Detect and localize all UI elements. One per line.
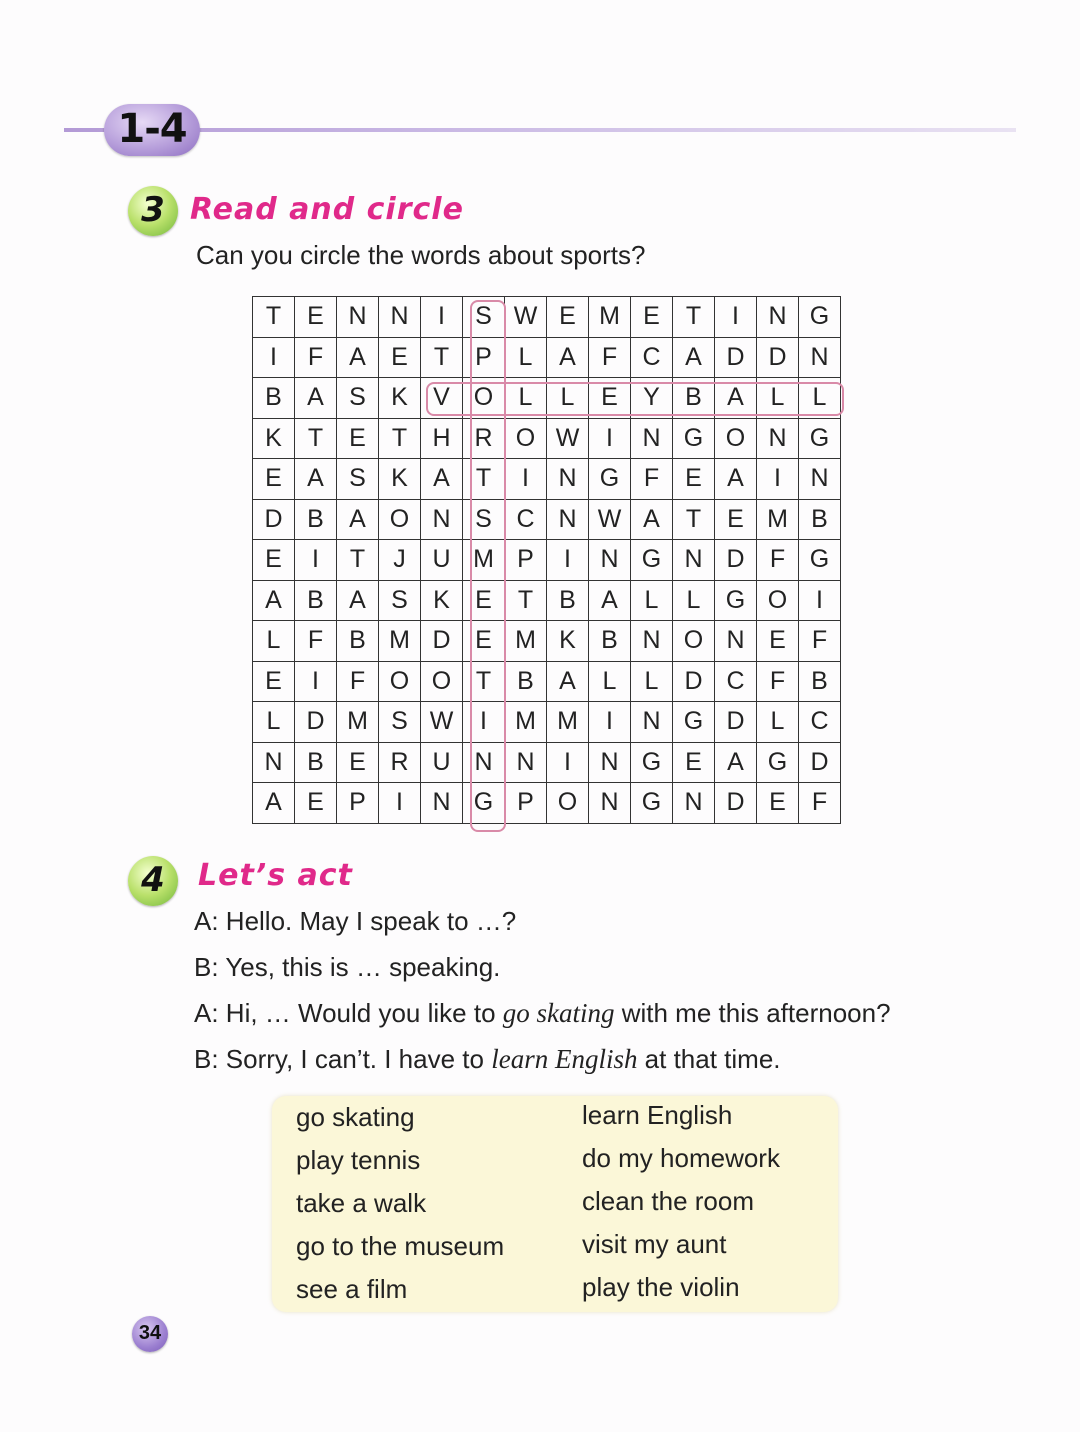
grid-cell: M bbox=[505, 621, 547, 662]
dialogue-line-1: A: Hello. May I speak to …? bbox=[194, 906, 517, 936]
grid-cell: N bbox=[715, 621, 757, 662]
grid-cell: N bbox=[673, 540, 715, 581]
grid-cell: B bbox=[295, 499, 337, 540]
grid-cell: N bbox=[631, 418, 673, 459]
grid-cell: N bbox=[799, 337, 841, 378]
grid-cell: I bbox=[463, 702, 505, 743]
grid-cell: L bbox=[673, 580, 715, 621]
grid-cell: O bbox=[757, 580, 799, 621]
grid-cell: K bbox=[379, 459, 421, 500]
grid-cell: C bbox=[799, 702, 841, 743]
grid-cell: W bbox=[505, 297, 547, 338]
grid-cell: E bbox=[631, 297, 673, 338]
phrase-left-3: take a walk bbox=[296, 1188, 427, 1218]
grid-cell: G bbox=[799, 540, 841, 581]
grid-cell: T bbox=[421, 337, 463, 378]
grid-cell: B bbox=[799, 661, 841, 702]
grid-cell: E bbox=[337, 742, 379, 783]
grid-cell: F bbox=[631, 459, 673, 500]
grid-cell: T bbox=[337, 540, 379, 581]
unit-label: 1-4 bbox=[117, 106, 187, 152]
dialogue-line-3-start: A: Hi, … Would you like to bbox=[194, 998, 503, 1028]
grid-cell: N bbox=[547, 459, 589, 500]
grid-cell: N bbox=[757, 418, 799, 459]
grid-cell: D bbox=[421, 621, 463, 662]
grid-cell: I bbox=[547, 742, 589, 783]
grid-row bbox=[253, 418, 841, 459]
grid-cell: N bbox=[589, 783, 631, 824]
grid-cell: G bbox=[463, 783, 505, 824]
grid-row bbox=[253, 742, 841, 783]
grid-cell: R bbox=[379, 742, 421, 783]
grid-cell: I bbox=[757, 459, 799, 500]
grid-row bbox=[253, 297, 841, 338]
grid-cell: R bbox=[463, 418, 505, 459]
dialogue-line-4-end: at that time. bbox=[637, 1044, 781, 1074]
grid-cell: T bbox=[295, 418, 337, 459]
grid-cell: G bbox=[673, 702, 715, 743]
grid-cell: B bbox=[295, 580, 337, 621]
grid-cell: E bbox=[295, 783, 337, 824]
grid-row bbox=[253, 621, 841, 662]
grid-cell: O bbox=[379, 499, 421, 540]
grid-cell: A bbox=[337, 499, 379, 540]
grid-cell: O bbox=[421, 661, 463, 702]
dialogue-line-3-activity: go skating bbox=[502, 998, 615, 1028]
grid-cell: N bbox=[421, 499, 463, 540]
grid-cell: D bbox=[253, 499, 295, 540]
grid-cell: E bbox=[337, 418, 379, 459]
section-4-badge bbox=[128, 856, 178, 906]
grid-cell: E bbox=[757, 783, 799, 824]
grid-cell: G bbox=[631, 540, 673, 581]
grid-cell: G bbox=[715, 580, 757, 621]
unit-header-bar bbox=[64, 128, 1016, 132]
grid-cell: A bbox=[673, 337, 715, 378]
grid-cell: K bbox=[253, 418, 295, 459]
grid-cell: L bbox=[505, 378, 547, 419]
grid-cell: A bbox=[421, 459, 463, 500]
grid-cell: F bbox=[295, 337, 337, 378]
grid-cell: E bbox=[253, 459, 295, 500]
grid-cell: M bbox=[547, 702, 589, 743]
grid-cell: D bbox=[673, 661, 715, 702]
phrase-right-3: clean the room bbox=[582, 1186, 754, 1216]
phrase-right-1: learn English bbox=[582, 1100, 733, 1130]
grid-cell: N bbox=[631, 621, 673, 662]
page-number-badge bbox=[132, 1316, 168, 1352]
grid-cell: L bbox=[757, 702, 799, 743]
grid-cell: U bbox=[421, 540, 463, 581]
grid-cell: D bbox=[715, 337, 757, 378]
grid-cell: I bbox=[547, 540, 589, 581]
grid-cell: L bbox=[547, 378, 589, 419]
grid-cell: L bbox=[631, 661, 673, 702]
grid-cell: O bbox=[673, 621, 715, 662]
grid-cell: B bbox=[505, 661, 547, 702]
grid-cell: S bbox=[337, 459, 379, 500]
grid-cell: I bbox=[715, 297, 757, 338]
grid-cell: G bbox=[799, 418, 841, 459]
grid-cell: D bbox=[715, 783, 757, 824]
grid-cell: F bbox=[757, 540, 799, 581]
grid-cell: T bbox=[253, 297, 295, 338]
grid-cell: J bbox=[379, 540, 421, 581]
grid-cell: I bbox=[799, 580, 841, 621]
grid-cell: C bbox=[715, 661, 757, 702]
grid-cell: O bbox=[379, 661, 421, 702]
grid-cell: I bbox=[253, 337, 295, 378]
grid-cell: D bbox=[295, 702, 337, 743]
dialogue-line-3-end: with me this afternoon? bbox=[614, 998, 891, 1028]
grid-cell: B bbox=[337, 621, 379, 662]
grid-row bbox=[253, 580, 841, 621]
grid-cell: L bbox=[505, 337, 547, 378]
grid-cell: A bbox=[253, 580, 295, 621]
grid-cell: N bbox=[631, 702, 673, 743]
grid-cell: S bbox=[379, 702, 421, 743]
grid-cell: E bbox=[673, 742, 715, 783]
grid-cell: T bbox=[505, 580, 547, 621]
grid-cell: E bbox=[673, 459, 715, 500]
grid-cell: C bbox=[505, 499, 547, 540]
grid-cell: B bbox=[295, 742, 337, 783]
dialogue-line-3 bbox=[194, 998, 891, 1029]
grid-cell: W bbox=[547, 418, 589, 459]
grid-cell: N bbox=[421, 783, 463, 824]
grid-cell: V bbox=[421, 378, 463, 419]
grid-cell: W bbox=[421, 702, 463, 743]
grid-cell: F bbox=[799, 783, 841, 824]
grid-cell: I bbox=[295, 540, 337, 581]
grid-cell: A bbox=[337, 580, 379, 621]
grid-cell: B bbox=[799, 499, 841, 540]
grid-cell: M bbox=[379, 621, 421, 662]
grid-cell: M bbox=[505, 702, 547, 743]
grid-cell: F bbox=[757, 661, 799, 702]
grid-cell: N bbox=[589, 742, 631, 783]
grid-cell: N bbox=[547, 499, 589, 540]
grid-cell: E bbox=[589, 378, 631, 419]
grid-cell: A bbox=[337, 337, 379, 378]
grid-cell: G bbox=[757, 742, 799, 783]
phrase-right-5: play the violin bbox=[582, 1272, 740, 1302]
grid-cell: G bbox=[673, 418, 715, 459]
grid-cell: N bbox=[673, 783, 715, 824]
unit-badge bbox=[104, 104, 200, 156]
grid-cell: B bbox=[547, 580, 589, 621]
grid-cell: O bbox=[505, 418, 547, 459]
grid-cell: S bbox=[463, 499, 505, 540]
phrase-left-5: see a film bbox=[296, 1274, 408, 1304]
grid-cell: E bbox=[463, 621, 505, 662]
phrase-left-1: go skating bbox=[296, 1102, 415, 1132]
grid-cell: D bbox=[715, 540, 757, 581]
grid-cell: I bbox=[589, 418, 631, 459]
grid-cell: L bbox=[253, 702, 295, 743]
grid-row bbox=[253, 661, 841, 702]
grid-row bbox=[253, 337, 841, 378]
section-4-number: 4 bbox=[141, 860, 165, 900]
grid-cell: S bbox=[337, 378, 379, 419]
grid-cell: P bbox=[337, 783, 379, 824]
grid-cell: B bbox=[253, 378, 295, 419]
grid-cell: T bbox=[463, 459, 505, 500]
grid-cell: T bbox=[673, 499, 715, 540]
grid-cell: Y bbox=[631, 378, 673, 419]
grid-cell: P bbox=[505, 540, 547, 581]
section-3-instruction: Can you circle the words about sports? bbox=[196, 240, 646, 270]
grid-cell: I bbox=[295, 661, 337, 702]
grid-cell: N bbox=[757, 297, 799, 338]
dialogue-line-4-activity: learn English bbox=[491, 1044, 638, 1074]
grid-cell: L bbox=[589, 661, 631, 702]
grid-cell: G bbox=[799, 297, 841, 338]
grid-cell: M bbox=[589, 297, 631, 338]
section-3-badge bbox=[128, 186, 178, 236]
grid-cell: N bbox=[589, 540, 631, 581]
grid-row bbox=[253, 499, 841, 540]
grid-cell: S bbox=[379, 580, 421, 621]
grid-cell: E bbox=[253, 540, 295, 581]
grid-cell: M bbox=[757, 499, 799, 540]
phrase-box bbox=[272, 1096, 838, 1312]
grid-cell: O bbox=[463, 378, 505, 419]
grid-cell: E bbox=[379, 337, 421, 378]
dialogue-line-2: B: Yes, this is … speaking. bbox=[194, 952, 501, 982]
grid-cell: L bbox=[253, 621, 295, 662]
grid-cell: B bbox=[673, 378, 715, 419]
grid-cell: L bbox=[631, 580, 673, 621]
grid-cell: A bbox=[715, 378, 757, 419]
grid-cell: L bbox=[799, 378, 841, 419]
grid-cell: B bbox=[589, 621, 631, 662]
grid-cell: T bbox=[673, 297, 715, 338]
phrase-left-2: play tennis bbox=[296, 1145, 421, 1175]
grid-cell: N bbox=[379, 297, 421, 338]
grid-cell: T bbox=[379, 418, 421, 459]
grid-cell: I bbox=[421, 297, 463, 338]
grid-cell: M bbox=[463, 540, 505, 581]
grid-cell: A bbox=[631, 499, 673, 540]
grid-cell: H bbox=[421, 418, 463, 459]
grid-cell: D bbox=[799, 742, 841, 783]
grid-cell: F bbox=[337, 661, 379, 702]
grid-cell: C bbox=[631, 337, 673, 378]
grid-cell: A bbox=[589, 580, 631, 621]
grid-cell: F bbox=[589, 337, 631, 378]
grid-cell: K bbox=[547, 621, 589, 662]
section-4-title: Let’s act bbox=[198, 858, 353, 893]
grid-cell: A bbox=[547, 661, 589, 702]
grid-cell: N bbox=[253, 742, 295, 783]
grid-cell: K bbox=[379, 378, 421, 419]
phrase-right-4: visit my aunt bbox=[582, 1229, 727, 1259]
grid-cell: K bbox=[421, 580, 463, 621]
grid-cell: E bbox=[463, 580, 505, 621]
grid-cell: G bbox=[631, 742, 673, 783]
grid-cell: P bbox=[505, 783, 547, 824]
grid-cell: I bbox=[589, 702, 631, 743]
circle-mark-horizontal bbox=[426, 382, 844, 416]
grid-row bbox=[253, 702, 841, 743]
grid-cell: F bbox=[295, 621, 337, 662]
phrase-right-2: do my homework bbox=[582, 1143, 780, 1173]
grid-cell: S bbox=[463, 297, 505, 338]
grid-cell: N bbox=[463, 742, 505, 783]
grid-cell: N bbox=[799, 459, 841, 500]
grid-cell: W bbox=[589, 499, 631, 540]
grid-cell: D bbox=[715, 702, 757, 743]
grid-cell: I bbox=[379, 783, 421, 824]
grid-cell: E bbox=[715, 499, 757, 540]
grid-cell: O bbox=[547, 783, 589, 824]
grid-cell: A bbox=[547, 337, 589, 378]
grid-cell: P bbox=[463, 337, 505, 378]
dialogue-line-4-start: B: Sorry, I can’t. I have to bbox=[194, 1044, 492, 1074]
section-3-number: 3 bbox=[141, 190, 165, 230]
grid-cell: N bbox=[337, 297, 379, 338]
grid-cell: O bbox=[715, 418, 757, 459]
grid-cell: E bbox=[757, 621, 799, 662]
circle-mark-vertical bbox=[470, 300, 506, 832]
page-number: 34 bbox=[138, 1322, 162, 1344]
grid-cell: L bbox=[757, 378, 799, 419]
grid-cell: M bbox=[337, 702, 379, 743]
grid-cell: N bbox=[505, 742, 547, 783]
grid-cell: G bbox=[631, 783, 673, 824]
dialogue-line-4 bbox=[194, 1044, 781, 1075]
grid-cell: U bbox=[421, 742, 463, 783]
grid-row bbox=[253, 459, 841, 500]
grid-cell: E bbox=[253, 661, 295, 702]
word-search-grid bbox=[252, 296, 841, 824]
grid-cell: G bbox=[589, 459, 631, 500]
section-3-title: Read and circle bbox=[190, 192, 464, 227]
grid-row bbox=[253, 540, 841, 581]
phrase-left-4: go to the museum bbox=[296, 1231, 505, 1261]
grid-cell: A bbox=[295, 378, 337, 419]
grid-cell: A bbox=[253, 783, 295, 824]
grid-cell: D bbox=[757, 337, 799, 378]
grid-cell: I bbox=[505, 459, 547, 500]
grid-row bbox=[253, 783, 841, 824]
grid-cell: T bbox=[463, 661, 505, 702]
grid-cell: A bbox=[295, 459, 337, 500]
grid-cell: A bbox=[715, 742, 757, 783]
grid-cell: E bbox=[547, 297, 589, 338]
grid-cell: A bbox=[715, 459, 757, 500]
grid-cell: F bbox=[799, 621, 841, 662]
grid-cell: E bbox=[295, 297, 337, 338]
